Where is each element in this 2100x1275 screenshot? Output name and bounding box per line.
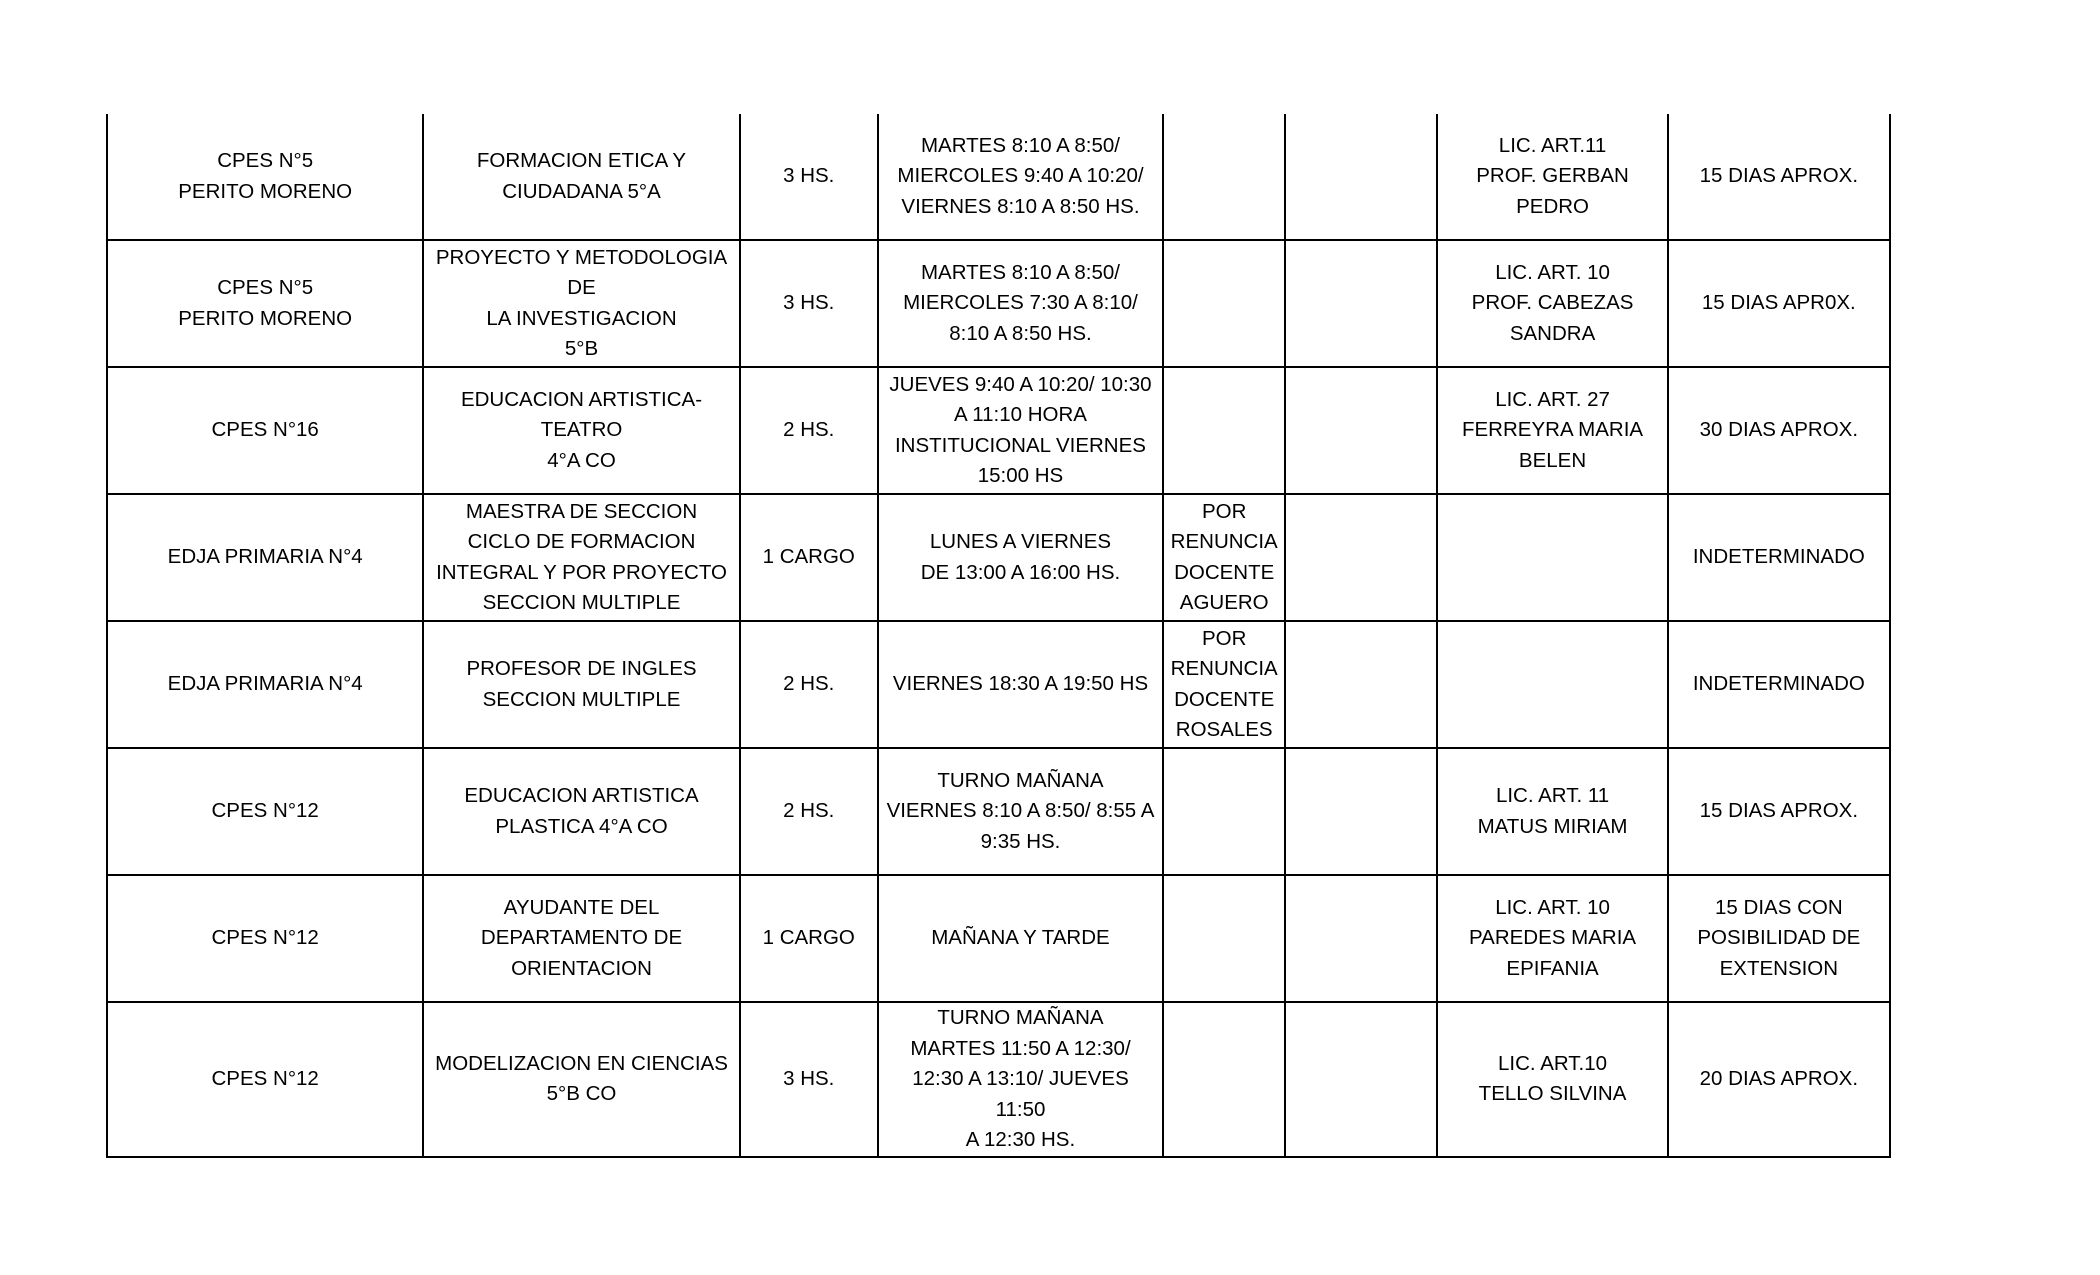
blank-cell [1285, 875, 1437, 1002]
school-cell: CPES N°16 [107, 367, 423, 494]
replaced-teacher-cell: LIC. ART.10 TELLO SILVINA [1437, 1002, 1667, 1157]
hours-cell: 2 HS. [740, 748, 878, 875]
duration-cell: INDETERMINADO [1668, 621, 1890, 748]
table-row [107, 621, 1890, 748]
schedule-cell: TURNO MAÑANA VIERNES 8:10 A 8:50/ 8:55 A 9:35 HS. [878, 748, 1163, 875]
subject-cell: AYUDANTE DEL DEPARTAMENTO DE ORIENTACION [423, 875, 739, 1002]
hours-cell: 3 HS. [740, 240, 878, 367]
school-cell: CPES N°12 [107, 1002, 423, 1157]
reason-cell [1163, 875, 1285, 1002]
reason-cell [1163, 240, 1285, 367]
reason-cell [1163, 114, 1285, 240]
duration-cell: 30 DIAS APROX. [1668, 367, 1890, 494]
table-row [107, 1002, 1890, 1157]
school-cell: CPES N°5 PERITO MORENO [107, 114, 423, 240]
duration-cell: INDETERMINADO [1668, 494, 1890, 621]
replaced-teacher-cell: LIC. ART. 27 FERREYRA MARIA BELEN [1437, 367, 1667, 494]
reason-cell [1163, 1002, 1285, 1157]
hours-cell: 3 HS. [740, 114, 878, 240]
replaced-teacher-cell: LIC. ART. 10 PROF. CABEZAS SANDRA [1437, 240, 1667, 367]
subject-cell: PROFESOR DE INGLES SECCION MULTIPLE [423, 621, 739, 748]
replaced-teacher-cell [1437, 494, 1667, 621]
school-cell: CPES N°12 [107, 748, 423, 875]
replaced-teacher-cell: LIC. ART. 10 PAREDES MARIA EPIFANIA [1437, 875, 1667, 1002]
table-row [107, 114, 1890, 240]
schedule-cell: JUEVES 9:40 A 10:20/ 10:30 A 11:10 HORA INSTITUCIONAL VIERNES 15:00 HS [878, 367, 1163, 494]
vacancy-table [106, 114, 1891, 1158]
hours-cell: 3 HS. [740, 1002, 878, 1157]
duration-cell: 15 DIAS APROX. [1668, 114, 1890, 240]
schedule-cell: MARTES 8:10 A 8:50/ MIERCOLES 7:30 A 8:10/ 8:10 A 8:50 HS. [878, 240, 1163, 367]
vacancy-table-body [107, 114, 1890, 1157]
table-row [107, 494, 1890, 621]
hours-cell: 1 CARGO [740, 875, 878, 1002]
reason-cell [1163, 367, 1285, 494]
duration-cell: 15 DIAS APR0X. [1668, 240, 1890, 367]
schedule-cell: TURNO MAÑANA MARTES 11:50 A 12:30/ 12:30 A 13:10/ JUEVES 11:50 A 12:30 HS. [878, 1002, 1163, 1157]
table-row [107, 367, 1890, 494]
school-cell: CPES N°12 [107, 875, 423, 1002]
school-cell: EDJA PRIMARIA N°4 [107, 621, 423, 748]
blank-cell [1285, 240, 1437, 367]
subject-cell: MAESTRA DE SECCION CICLO DE FORMACION INTEGRAL Y POR PROYECTO SECCION MULTIPLE [423, 494, 739, 621]
table-row [107, 748, 1890, 875]
duration-cell: 15 DIAS APROX. [1668, 748, 1890, 875]
table-row [107, 875, 1890, 1002]
schedule-cell: VIERNES 18:30 A 19:50 HS [878, 621, 1163, 748]
schedule-cell: MARTES 8:10 A 8:50/ MIERCOLES 9:40 A 10:20/ VIERNES 8:10 A 8:50 HS. [878, 114, 1163, 240]
subject-cell: EDUCACION ARTISTICA PLASTICA 4°A CO [423, 748, 739, 875]
subject-cell: FORMACION ETICA Y CIUDADANA 5°A [423, 114, 739, 240]
school-cell: EDJA PRIMARIA N°4 [107, 494, 423, 621]
reason-cell: POR RENUNCIA DOCENTE ROSALES [1163, 621, 1285, 748]
blank-cell [1285, 494, 1437, 621]
hours-cell: 1 CARGO [740, 494, 878, 621]
reason-cell [1163, 748, 1285, 875]
schedule-cell: MAÑANA Y TARDE [878, 875, 1163, 1002]
subject-cell: EDUCACION ARTISTICA- TEATRO 4°A CO [423, 367, 739, 494]
duration-cell: 20 DIAS APROX. [1668, 1002, 1890, 1157]
blank-cell [1285, 621, 1437, 748]
hours-cell: 2 HS. [740, 621, 878, 748]
schedule-cell: LUNES A VIERNES DE 13:00 A 16:00 HS. [878, 494, 1163, 621]
duration-cell: 15 DIAS CON POSIBILIDAD DE EXTENSION [1668, 875, 1890, 1002]
blank-cell [1285, 1002, 1437, 1157]
table-row [107, 240, 1890, 367]
replaced-teacher-cell [1437, 621, 1667, 748]
subject-cell: PROYECTO Y METODOLOGIA DE LA INVESTIGACION 5°B [423, 240, 739, 367]
blank-cell [1285, 114, 1437, 240]
blank-cell [1285, 748, 1437, 875]
school-cell: CPES N°5 PERITO MORENO [107, 240, 423, 367]
reason-cell: POR RENUNCIA DOCENTE AGUERO [1163, 494, 1285, 621]
subject-cell: MODELIZACION EN CIENCIAS 5°B CO [423, 1002, 739, 1157]
hours-cell: 2 HS. [740, 367, 878, 494]
replaced-teacher-cell: LIC. ART.11 PROF. GERBAN PEDRO [1437, 114, 1667, 240]
blank-cell [1285, 367, 1437, 494]
replaced-teacher-cell: LIC. ART. 11 MATUS MIRIAM [1437, 748, 1667, 875]
